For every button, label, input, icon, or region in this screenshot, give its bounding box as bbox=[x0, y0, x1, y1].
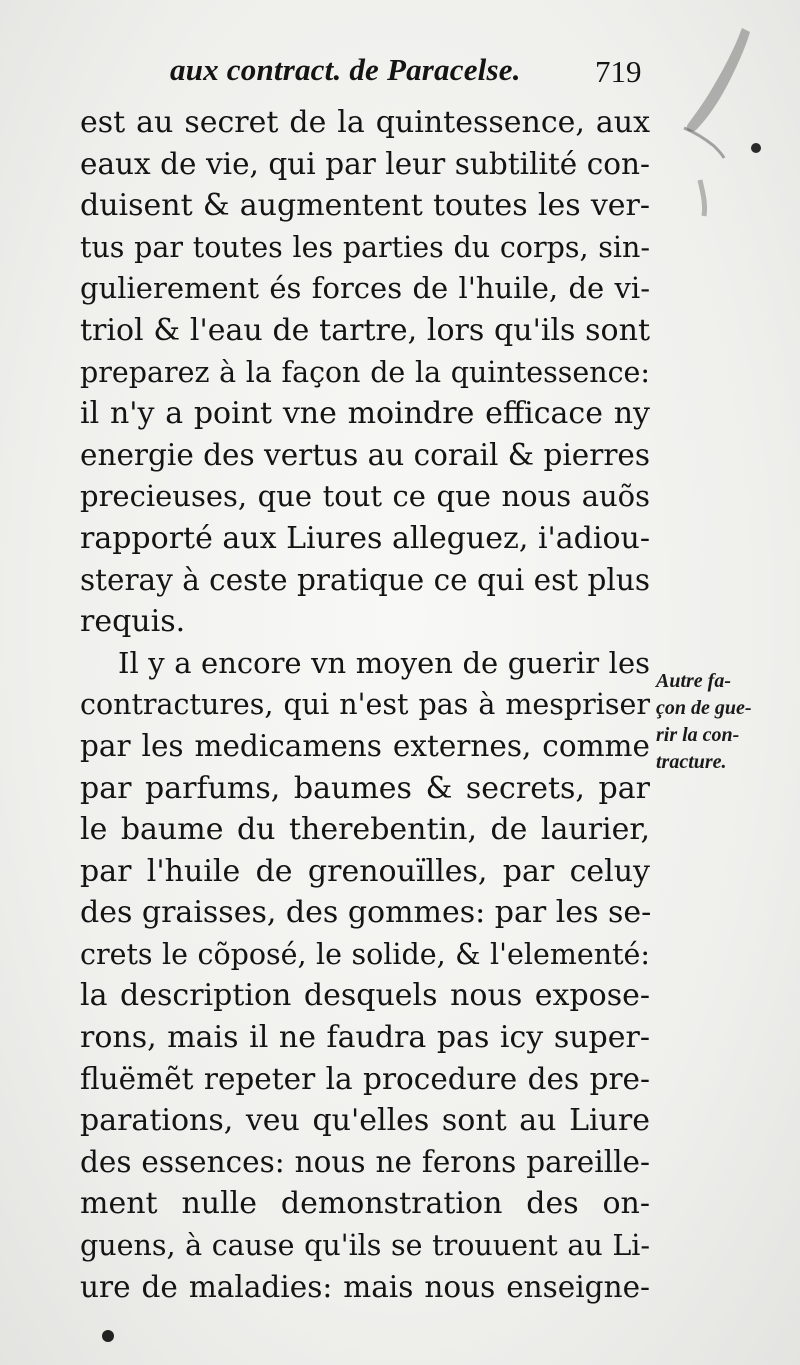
text-line: ment nulle demonstration des on- bbox=[80, 1186, 650, 1222]
text-line: il n'y a point vne moindre efficace ny bbox=[80, 396, 650, 432]
text-line: est au secret de la quintessence, aux bbox=[80, 105, 650, 140]
text-line: preparez à la façon de la quintessence: bbox=[80, 355, 650, 389]
text-line: rons, mais il ne faudra pas icy super- bbox=[80, 1020, 650, 1056]
text-line: steray à ceste pratique ce qui est plus bbox=[80, 562, 650, 597]
text-line: energie des vertus au corail & pierres bbox=[80, 437, 651, 472]
text-line: requis. bbox=[80, 604, 186, 640]
text-line: des graisses, des gommes: par les se- bbox=[80, 895, 652, 931]
text-line: par les medicamens externes, comme bbox=[80, 728, 650, 763]
text-line: des essences: nous ne ferons pareille- bbox=[80, 1144, 650, 1179]
running-title: aux contract. de Paracelse. bbox=[170, 52, 521, 87]
text-line: ure de maladies: mais nous enseigne- bbox=[80, 1269, 650, 1304]
text-line: rapporté aux Liures alleguez, i'adiou- bbox=[80, 520, 650, 556]
text-line: par l'huile de grenouïlles, par celuy bbox=[80, 853, 650, 889]
text-line: guens, à cause qu'ils se trouuent au Li- bbox=[80, 1229, 650, 1263]
text-line: tus par toutes les parties du corps, sin- bbox=[80, 230, 650, 264]
text-line: la description desquels nous expose- bbox=[80, 978, 650, 1014]
margin-note-line: rir la con- bbox=[656, 724, 740, 746]
margin-note bbox=[656, 668, 788, 776]
running-head bbox=[170, 52, 670, 96]
text-line: le baume du therebentin, de laurier, bbox=[80, 812, 650, 848]
margin-note-line: Autre fa- bbox=[656, 670, 731, 692]
text-line: triol & l'eau de tartre, lors qu'ils sont bbox=[80, 312, 650, 348]
margin-note-line: çon de gue- bbox=[656, 697, 752, 719]
text-line: precieuses, que tout ce que nous auõs bbox=[80, 479, 650, 514]
text-line: duisent & augmentent toutes les ver- bbox=[80, 188, 650, 224]
text-line: eaux de vie, qui par leur subtilité con- bbox=[80, 146, 650, 181]
margin-note-line: tracture. bbox=[656, 751, 727, 773]
page-number: 719 bbox=[595, 54, 642, 89]
ink-dot-bottom-left bbox=[98, 1326, 118, 1346]
body-text bbox=[80, 102, 650, 1308]
paragraph-start-line: Il y a encore vn moyen de guerir les bbox=[118, 645, 650, 680]
text-line: fluëmẽt repeter la procedure des pre- bbox=[80, 1061, 650, 1096]
text-line: contractures, qui n'est pas à mespriser bbox=[80, 688, 650, 722]
ink-stain-top-right bbox=[664, 20, 774, 220]
text-line: gulierement és forces de l'huile, de vi- bbox=[80, 271, 650, 306]
text-line: par parfums, baumes & secrets, par bbox=[80, 770, 650, 806]
text-line: parations, veu qu'elles sont au Liure bbox=[80, 1103, 650, 1139]
text-line: crets le cõposé, le solide, & l'elementé: bbox=[80, 937, 650, 971]
